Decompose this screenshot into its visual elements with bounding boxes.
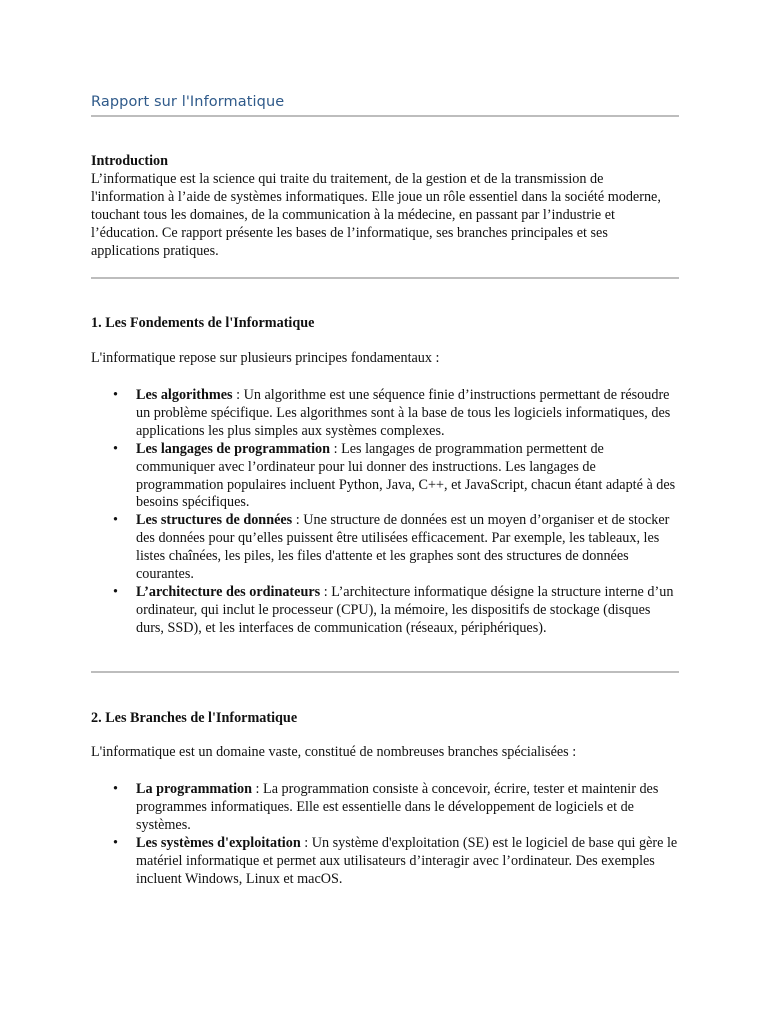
list-item [91, 512, 679, 584]
bullet-icon: • [113, 387, 118, 403]
document-title: Rapport sur l'Informatique [91, 94, 285, 110]
bullet-icon: • [113, 781, 118, 797]
list-item-term: La programmation [136, 781, 252, 797]
list-item [91, 835, 679, 889]
list-item-desc: : Une structure de données est un moyen d’organiser et de stocker des données pour qu’elles puissent être utilisées efficacement. Par exemple, les tableaux, les listes chaînées, les piles, les files d'attente et les graphes sont des structures de données courantes. [136, 512, 670, 583]
list-item-term: Les structures de données [136, 512, 293, 529]
section-2-lead: L'informatique est un domaine vaste, constitué de nombreuses branches spécialisées : [91, 744, 577, 760]
section-2-heading: 2. Les Branches de l'Informatique [91, 710, 298, 726]
section-divider [91, 671, 679, 673]
bullet-icon: • [113, 512, 118, 529]
intro-paragraph: L’informatique est la science qui traite du traitement, de la gestion et de la transmission de l'information à l’aide de systèmes informatiques. Elle joue un rôle essentiel dans la société moderne, touchant tous les domaines, de la communication à la médecine, en passant par l’industrie et l’éducation. Ce rapport présente les bases de l’informatique, ses branches principales et ses applications pratiques. [91, 170, 661, 259]
list-item-desc: : L’architecture informatique désigne la structure interne d’un ordinateur, qui inclut le processeur (CPU), la mémoire, les dispositifs de stockage (disques durs, SSD), et les interfaces de communication (réseaux, périphériques). [136, 583, 674, 636]
list-item-term: Les langages de programmation [136, 440, 331, 457]
list-item-term: Les systèmes d'exploitation [136, 834, 301, 851]
list-item-desc: : Un système d'exploitation (SE) est le logiciel de base qui gère le matériel informatique et permet aux utilisateurs d’interagir avec l’ordinateur. Des exemples incluent Windows, Linux et macOS. [136, 834, 678, 887]
list-item-term: L’architecture des ordinateurs [136, 583, 321, 600]
list-item-desc: : Les langages de programmation permettent de communiquer avec l’ordinateur pour lui donner des instructions. Les langages de programmation populaires incluent Python, Java, C++, et JavaScript, chacun étant adapté à des besoins spécifiques. [136, 440, 676, 511]
section-branches [91, 710, 679, 728]
intro-heading: Introduction [91, 153, 168, 169]
list-item [91, 781, 679, 835]
section-1-heading: 1. Les Fondements de l'Informatique [91, 315, 315, 331]
list-item-term: Les algorithmes [136, 387, 233, 403]
section-1-list-wrap [91, 387, 679, 638]
list-item [91, 584, 679, 638]
list-item-desc: : Un algorithme est une séquence finie d’instructions permettant de résoudre un problème spécifique. Les algorithmes sont à la base de tous les logiciels informatiques, des applications les plus simples aux systèmes complexes. [136, 387, 671, 439]
intro-section [91, 153, 679, 260]
title-divider [91, 115, 679, 117]
section-2-list-wrap [91, 781, 679, 888]
section-2-list [91, 781, 679, 888]
section-fondements [91, 315, 679, 333]
section-1-lead: L'informatique repose sur plusieurs principes fondamentaux : [91, 350, 440, 366]
bullet-icon: • [113, 583, 118, 600]
bullet-icon: • [113, 440, 118, 457]
list-item-desc: : La programmation consiste à concevoir, écrire, tester et maintenir des programmes informatiques. Elle est essentielle dans le développement de logiciels et de systèmes. [136, 781, 659, 833]
bullet-icon: • [113, 834, 118, 851]
section-divider [91, 277, 679, 279]
list-item [91, 387, 679, 441]
section-1-list [91, 387, 679, 638]
list-item [91, 441, 679, 513]
